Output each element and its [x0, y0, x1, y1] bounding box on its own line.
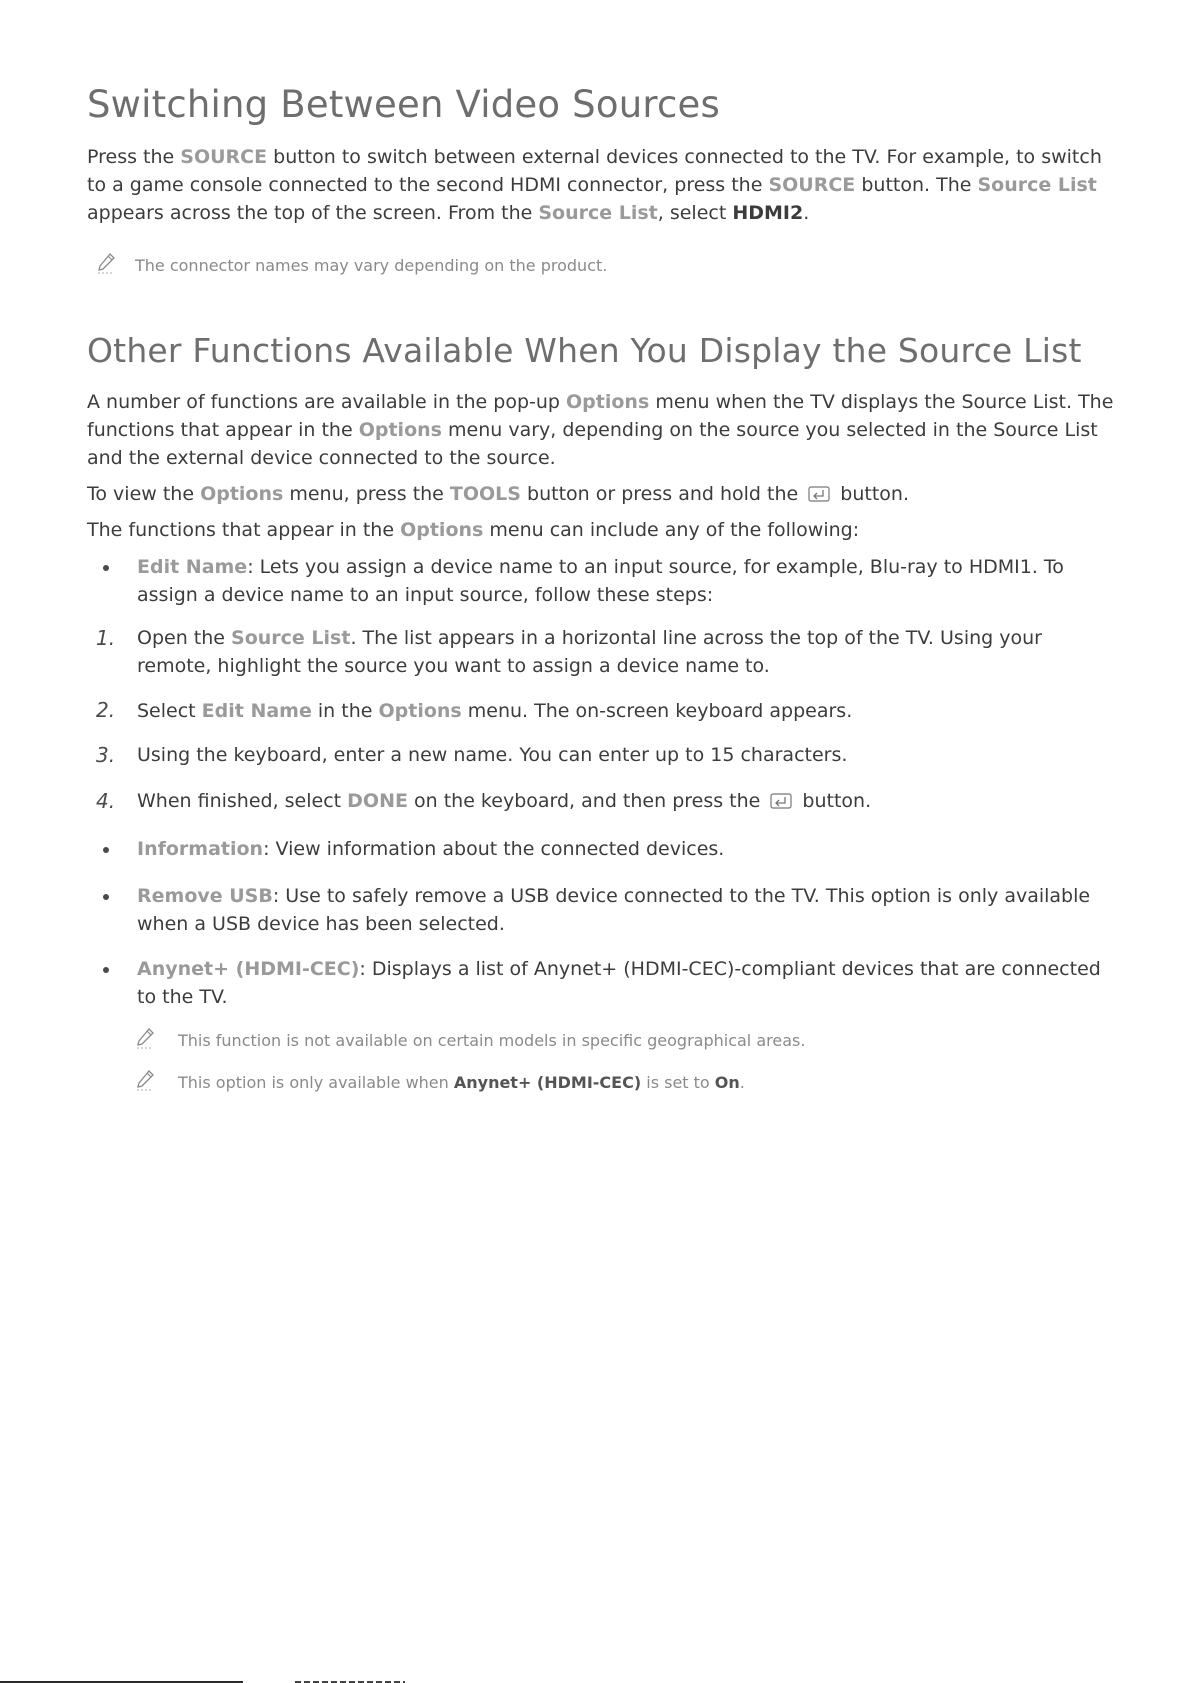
step-number: 3.	[96, 743, 116, 767]
bullet-information: Information: View information about the connected devices.	[137, 838, 725, 860]
options-label: Options	[378, 700, 462, 722]
step-1: Open the Source List. The list appears in a horizontal line across the top of the TV. Using your remote, highlight the source you want to assign a device name to.	[137, 627, 1042, 677]
done-label: DONE	[347, 790, 408, 812]
bullet-dot	[103, 847, 109, 853]
options-label: Options	[566, 391, 650, 413]
hdmi2-label: HDMI2	[732, 202, 804, 224]
anynet-label: Anynet+ (HDMI-CEC)	[453, 1073, 642, 1092]
on-label: On	[714, 1073, 740, 1092]
tools-button-label: TOOLS	[449, 483, 521, 505]
bullet-remove-usb: Remove USB: Use to safely remove a USB device connected to the TV. This option is only available when a USB device has been selected.	[137, 885, 1091, 935]
view-options-paragraph: To view the Options menu, press the TOOLS button or press and hold the button.	[87, 483, 909, 505]
enter-button-icon	[770, 793, 792, 809]
source-list-label: Source List	[977, 174, 1097, 196]
options-label: Options	[200, 483, 284, 505]
anynet-note: This option is only available when Anynet+ (HDMI-CEC) is set to On.	[178, 1073, 745, 1092]
switching-paragraph: Press the SOURCE button to switch between external devices connected to the TV. For example, to switch to a game console connected to the second HDMI connector, press the SOURCE button. The Source List appears across the top of the screen. From the Source List, select HDMI2.	[87, 146, 1102, 224]
pencil-note-icon	[135, 1070, 155, 1092]
options-label: Options	[400, 519, 484, 541]
edit-name-label: Edit Name	[137, 556, 248, 578]
source-list-label: Source List	[538, 202, 658, 224]
functions-intro-paragraph: A number of functions are available in the pop-up Options menu when the TV displays the Source List. The functions that appear in the Options menu vary, depending on the source you selected in the Source List and the external device connected to the source.	[87, 391, 1114, 469]
bullet-anynet: Anynet+ (HDMI-CEC): Displays a list of Anynet+ (HDMI-CEC)-compliant devices that are connected to the TV.	[137, 958, 1101, 1008]
step-number: 1.	[96, 626, 116, 650]
step-number: 4.	[96, 789, 116, 813]
source-list-label: Source List	[231, 627, 351, 649]
pencil-note-icon	[96, 253, 116, 275]
connector-note: The connector names may vary depending on the product.	[135, 256, 608, 275]
functions-list-intro: The functions that appear in the Options menu can include any of the following:	[87, 519, 860, 541]
source-button-label: SOURCE	[768, 174, 856, 196]
step-3: Using the keyboard, enter a new name. You can enter up to 15 characters.	[137, 744, 848, 766]
step-2: Select Edit Name in the Options menu. The on-screen keyboard appears.	[137, 700, 853, 722]
information-label: Information	[137, 838, 264, 860]
availability-note: This function is not available on certain models in specific geographical areas.	[178, 1031, 806, 1050]
pencil-note-icon	[135, 1028, 155, 1050]
remove-usb-label: Remove USB	[137, 885, 273, 907]
step-number: 2.	[96, 698, 116, 722]
bullet-dot	[103, 967, 109, 973]
bullet-dot	[103, 894, 109, 900]
source-button-label: SOURCE	[180, 146, 268, 168]
section-title-other-functions: Other Functions Available When You Display the Source List	[87, 331, 1082, 370]
edit-name-label: Edit Name	[201, 700, 312, 722]
enter-button-icon	[808, 486, 830, 502]
bullet-edit-name: Edit Name: Lets you assign a device name to an input source, for example, Blu-ray to HDMI1. To assign a device name to an input source, follow these steps:	[137, 556, 1064, 606]
step-4: When finished, select DONE on the keyboard, and then press the button.	[137, 790, 872, 812]
options-label: Options	[358, 419, 442, 441]
section-title-switching: Switching Between Video Sources	[87, 83, 720, 126]
bullet-dot	[103, 565, 109, 571]
anynet-label: Anynet+ (HDMI-CEC)	[137, 958, 360, 980]
